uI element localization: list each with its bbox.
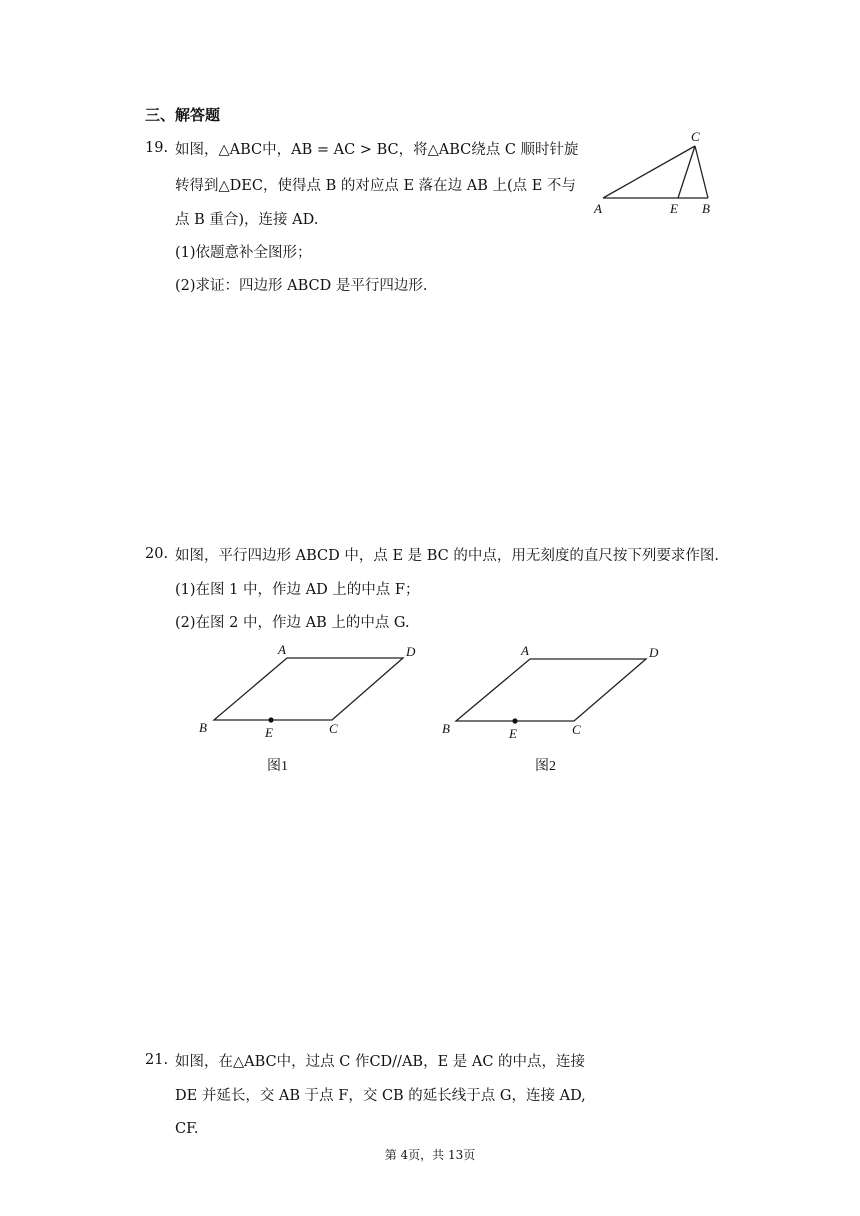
- q19-number: 19.: [145, 140, 169, 156]
- parallelogram-abcd: [214, 658, 403, 720]
- label-e: E: [670, 201, 678, 216]
- parallelogram-abcd: [456, 659, 646, 721]
- q19-line-1: 如图，△ABC中，AB = AC > BC，将△ABC绕点 C 顺时针旋: [175, 142, 579, 158]
- q20-figure-2: [438, 640, 668, 780]
- q19-part-1: (1)依题意补全图形；: [175, 245, 312, 261]
- figure-2-caption: 图2: [535, 759, 556, 774]
- label-a: A: [521, 643, 529, 658]
- label-a: A: [594, 201, 602, 216]
- q21-line-1: 如图，在△ABC中，过点 C 作CD//AB，E 是 AC 的中点，连接: [175, 1054, 586, 1070]
- label-b: B: [199, 720, 207, 735]
- q21-number: 21.: [145, 1052, 169, 1068]
- label-b: B: [702, 201, 710, 216]
- q21-line-3: CF.: [175, 1121, 199, 1137]
- label-c: C: [329, 721, 338, 736]
- label-d: D: [406, 644, 416, 659]
- q19-line-2: 转得到△DEC，使得点 B 的对应点 E 落在边 AB 上(点 E 不与: [175, 178, 576, 194]
- q20-part-1: (1)在图 1 中，作边 AD 上的中点 F；: [175, 582, 420, 598]
- figure-1-caption: 图1: [267, 759, 288, 774]
- label-e: E: [265, 725, 273, 740]
- q19-part-2: (2)求证：四边形 ABCD 是平行四边形.: [175, 278, 428, 294]
- segment-cb: [695, 146, 708, 198]
- label-d: D: [649, 645, 659, 660]
- q19-triangle-figure: [588, 125, 728, 220]
- q21-line-2: DE 并延长，交 AB 于点 F，交 CB 的延长线于点 G，连接 AD,: [175, 1088, 586, 1104]
- q19-line-3: 点 B 重合)，连接 AD.: [175, 212, 319, 228]
- q20-part-2: (2)在图 2 中，作边 AB 上的中点 G.: [175, 615, 410, 631]
- q20-figure-1: [195, 640, 425, 780]
- point-e: [512, 718, 517, 723]
- page-footer: 第 4页，共 13页: [384, 1148, 476, 1162]
- label-b: B: [442, 721, 450, 736]
- q20-line-1: 如图，平行四边形 ABCD 中，点 E 是 BC 的中点，用无刻度的直尺按下列要求作图.: [175, 548, 719, 564]
- label-c: C: [691, 129, 700, 144]
- q20-number: 20.: [145, 546, 169, 562]
- point-e: [268, 717, 273, 722]
- label-a: A: [278, 642, 286, 657]
- section-title: 三、解答题: [145, 106, 221, 124]
- label-e: E: [509, 726, 517, 741]
- label-c: C: [572, 722, 581, 737]
